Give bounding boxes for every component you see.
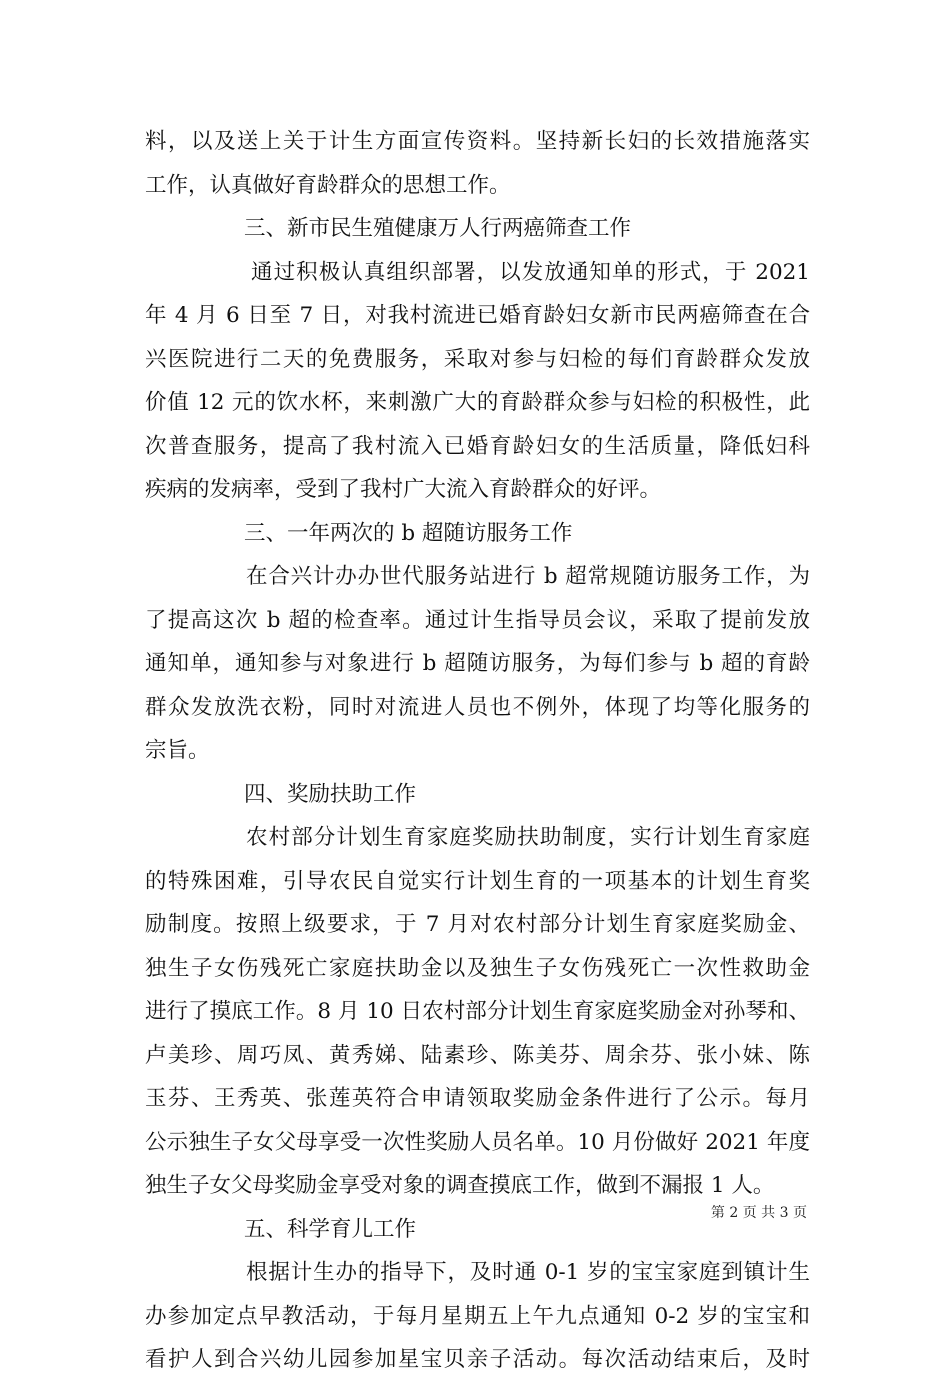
paragraph-line: 独生子女伤残死亡家庭扶助金以及独生子女伤残死亡一次性救助金 bbox=[145, 955, 810, 981]
section-heading: 三、一年两次的 b 超随访服务工作 bbox=[244, 520, 573, 546]
paragraph-line: 次普查服务，提高了我村流入已婚育龄妇女的生活质量，降低妇科 bbox=[145, 433, 810, 459]
paragraph-line: 宗旨。 bbox=[145, 738, 210, 763]
paragraph-line: 群众发放洗衣粉，同时对流进人员也不例外，体现了均等化服务的 bbox=[145, 694, 810, 720]
paragraph-line: 办参加定点早教活动，于每月星期五上午九点通知 0-2 岁的宝宝和 bbox=[145, 1303, 810, 1329]
paragraph-line: 价值 12 元的饮水杯，来刺激广大的育龄群众参与妇检的积极性，此 bbox=[145, 390, 810, 415]
paragraph-line: 独生子女父母奖励金享受对象的调查摸底工作，做到不漏报 1 人。 bbox=[145, 1173, 775, 1198]
paragraph-line: 工作，认真做好育龄群众的思想工作。 bbox=[145, 172, 511, 198]
paragraph-line: 疾病的发病率，受到了我村广大流入育龄群众的好评。 bbox=[145, 477, 662, 502]
page-number-footer: 第 2 页 共 3 页 bbox=[710, 1205, 807, 1221]
paragraph-line: 进行了摸底工作。8 月 10 日农村部分计划生育家庭奖励金对孙琴和、 bbox=[145, 999, 810, 1024]
document-body bbox=[145, 120, 810, 1382]
paragraph-line: 农村部分计划生育家庭奖励扶助制度，实行计划生育家庭 bbox=[246, 825, 810, 850]
paragraph-line: 料，以及送上关于计生方面宣传资料。坚持新长妇的长效措施落实 bbox=[145, 129, 810, 154]
paragraph-line: 在合兴计办办世代服务站进行 b 超常规随访服务工作，为 bbox=[246, 564, 810, 589]
paragraph-line: 了提高这次 b 超的检查率。通过计生指导员会议，采取了提前发放 bbox=[145, 607, 810, 633]
paragraph-line: 兴医院进行二天的免费服务，采取对参与妇检的每们育龄群众发放 bbox=[145, 346, 810, 372]
paragraph-line: 通过积极认真组织部署，以发放通知单的形式，于 2021 bbox=[251, 259, 810, 285]
paragraph-line: 看护人到合兴幼儿园参加星宝贝亲子活动。每次活动结束后，及时 bbox=[145, 1347, 810, 1372]
paragraph-line: 励制度。按照上级要求，于 7 月对农村部分计划生育家庭奖励金、 bbox=[145, 912, 810, 937]
paragraph-line: 年 4 月 6 日至 7 日，对我村流进已婚育龄妇女新市民两癌筛查在合 bbox=[145, 303, 810, 328]
paragraph-line: 的特殊困难，引导农民自觉实行计划生育的一项基本的计划生育奖 bbox=[145, 868, 810, 894]
section-heading: 四、奖励扶助工作 bbox=[244, 781, 417, 807]
paragraph-line: 卢美珍、周巧凤、黄秀娣、陆素珍、陈美芬、周余芬、张小妹、陈 bbox=[145, 1042, 810, 1068]
paragraph-line: 通知单，通知参与对象进行 b 超随访服务，为每们参与 b 超的育龄 bbox=[145, 651, 810, 676]
section-heading: 五、科学育儿工作 bbox=[244, 1216, 417, 1242]
section-heading: 三、新市民生殖健康万人行两癌筛查工作 bbox=[244, 216, 632, 241]
paragraph-line: 玉芬、王秀英、张莲英符合申请领取奖励金条件进行了公示。每月 bbox=[145, 1086, 810, 1111]
paragraph-line: 根据计生办的指导下，及时通 0-1 岁的宝宝家庭到镇计生 bbox=[246, 1260, 810, 1285]
paragraph-line: 公示独生子女父母享受一次性奖励人员名单。10 月份做好 2021 年度 bbox=[145, 1129, 810, 1155]
